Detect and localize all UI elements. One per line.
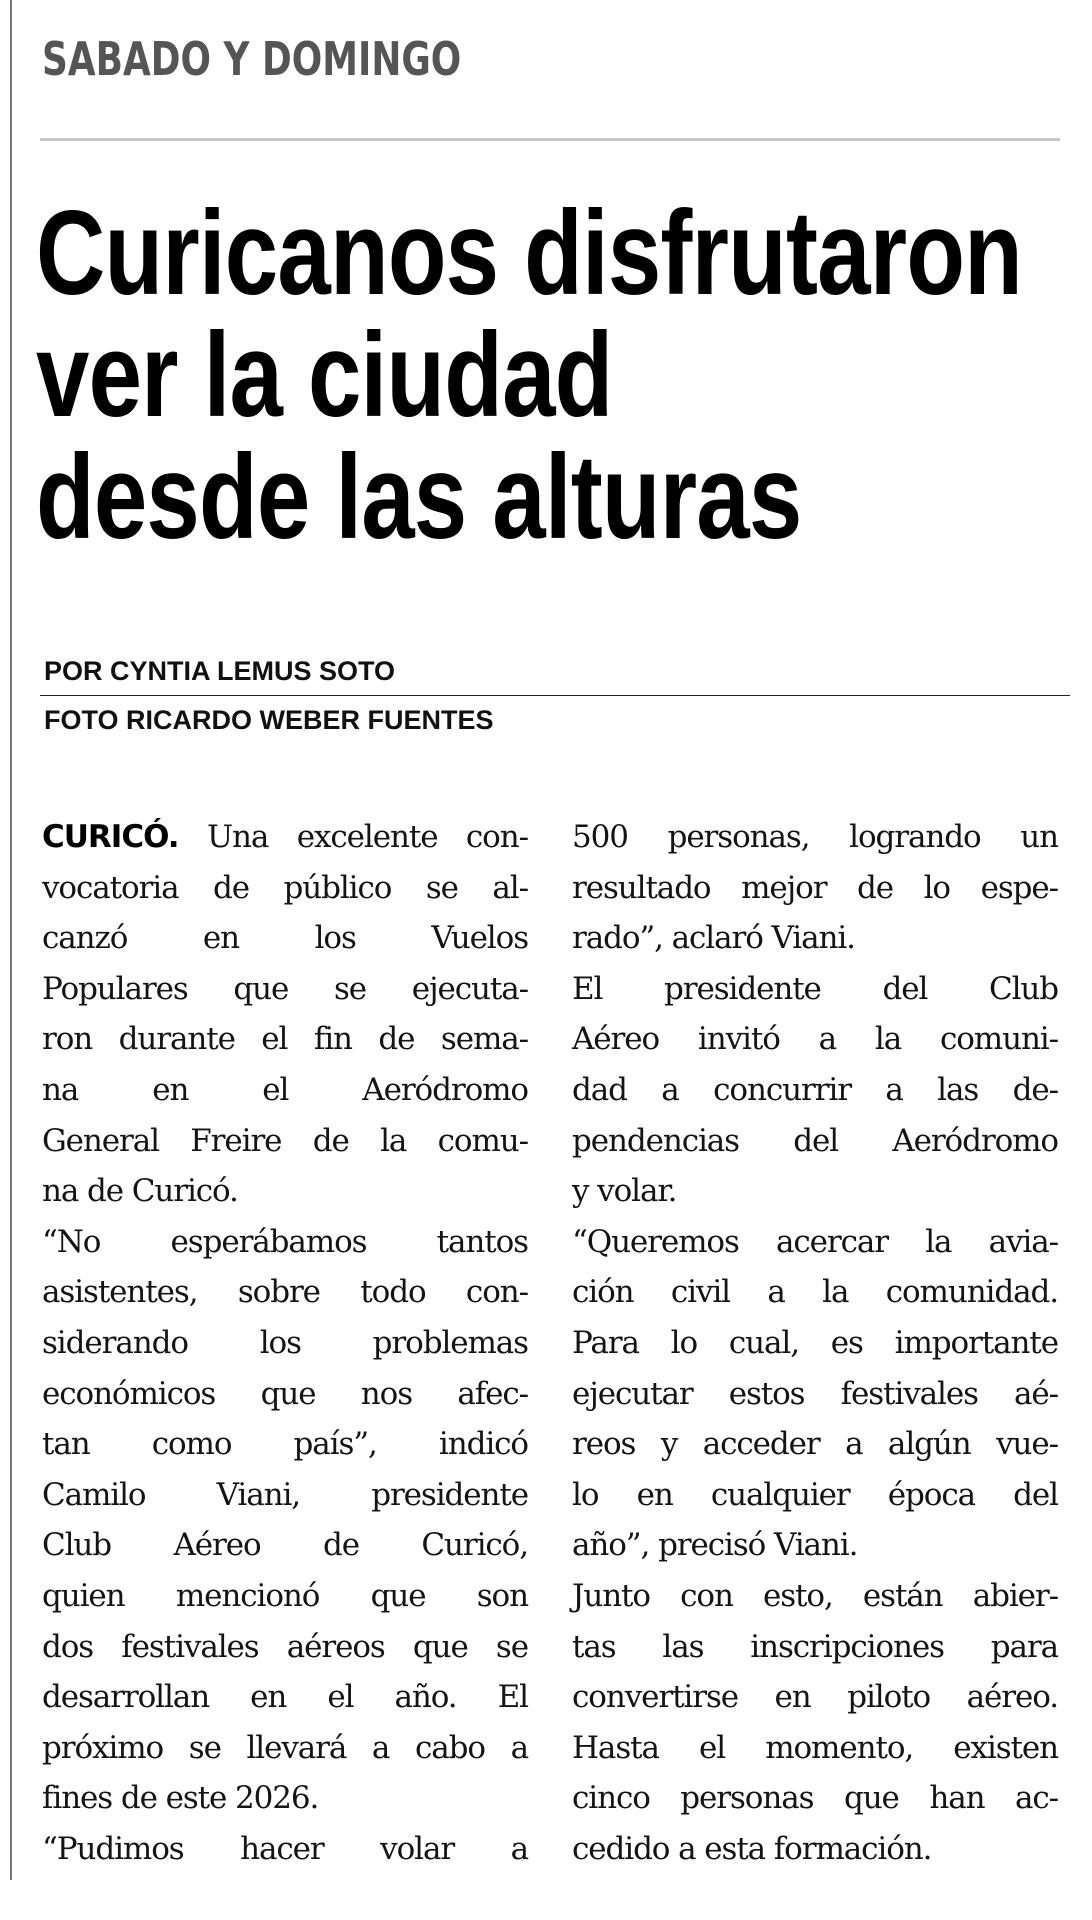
body-line: “Pudimos hacer volar a — [42, 1830, 528, 1867]
body-line: canzó en los Vuelos — [42, 920, 528, 957]
headline — [36, 186, 1022, 564]
body-line: cinco personas que han ac- — [572, 1780, 1058, 1817]
body-line: El presidente del Club — [572, 970, 1058, 1007]
body-line: Camilo Viani, presidente — [42, 1476, 528, 1513]
body-line: “No esperábamos tantos — [42, 1223, 528, 1260]
body-line: próximo se llevará a cabo a — [42, 1729, 528, 1766]
byline-divider — [40, 695, 1070, 696]
body-line: na de Curicó. — [42, 1173, 238, 1210]
body-line: y volar. — [572, 1173, 677, 1210]
body-line: CURICÓ. Una excelente con- — [42, 819, 528, 855]
body-line: pendencias del Aeródromo — [572, 1122, 1058, 1159]
body-line: na en el Aeródromo — [42, 1071, 528, 1108]
body-line: año”, precisó Viani. — [572, 1527, 858, 1564]
body-line: 500 personas, logrando un — [572, 819, 1058, 855]
body-line: reos y acceder a algún vue- — [572, 1426, 1058, 1463]
byline-photo-credit: FOTO RICARDO WEBER FUENTES — [44, 705, 494, 735]
body-line: vocatoria de público se al- — [42, 869, 528, 906]
body-line: resultado mejor de lo espe- — [572, 869, 1058, 906]
page-edge-rule — [10, 0, 12, 1880]
body-line: convertirse en piloto aéreo. — [572, 1679, 1058, 1716]
body-line: ción civil a la comunidad. — [572, 1274, 1058, 1311]
body-line: Populares que se ejecuta- — [42, 970, 528, 1007]
body-line: Hasta el momento, existen — [572, 1729, 1058, 1766]
body-line: tan como país”, indicó — [42, 1426, 528, 1463]
body-line: tas las inscripciones para — [572, 1628, 1058, 1665]
byline-author: POR CYNTIA LEMUS SOTO — [44, 656, 396, 686]
section-divider — [40, 138, 1060, 141]
body-line: cedido a esta formación. — [572, 1830, 932, 1867]
body-line: Aéreo invitó a la comuni- — [572, 1021, 1058, 1058]
body-line: económicos que nos afec- — [42, 1375, 528, 1412]
body-line: dos festivales aéreos que se — [42, 1628, 528, 1665]
body-line: dad a concurrir a las de- — [572, 1071, 1058, 1108]
body-line: General Freire de la comu- — [42, 1122, 528, 1159]
section-label: SABADO Y DOMINGO — [42, 32, 462, 86]
body-column-right — [572, 812, 1058, 1874]
body-line: rado”, aclaró Viani. — [572, 920, 855, 957]
body-line: desarrollan en el año. El — [42, 1679, 528, 1716]
headline-line-1: Curicanos disfrutaron — [36, 186, 1022, 320]
body-line: fines de este 2026. — [42, 1780, 319, 1817]
body-line: Junto con esto, están abier- — [572, 1577, 1058, 1614]
headline-line-2: ver la ciudad — [36, 308, 613, 442]
body-line: ron durante el fin de sema- — [42, 1021, 528, 1058]
body-line: ejecutar estos festivales aé- — [572, 1375, 1058, 1412]
dateline: CURICÓ. — [42, 819, 179, 855]
body-column-left — [42, 812, 528, 1874]
body-line: lo en cualquier época del — [572, 1476, 1058, 1513]
body-line: quien mencionó que son — [42, 1577, 528, 1614]
body-line: Club Aéreo de Curicó, — [42, 1527, 528, 1564]
headline-line-3: desde las alturas — [36, 430, 802, 564]
body-line: asistentes, sobre todo con- — [42, 1274, 528, 1311]
body-line: Para lo cual, es importante — [572, 1324, 1058, 1361]
body-line: siderando los problemas — [42, 1324, 528, 1361]
body-line: “Queremos acercar la avia- — [572, 1223, 1058, 1260]
